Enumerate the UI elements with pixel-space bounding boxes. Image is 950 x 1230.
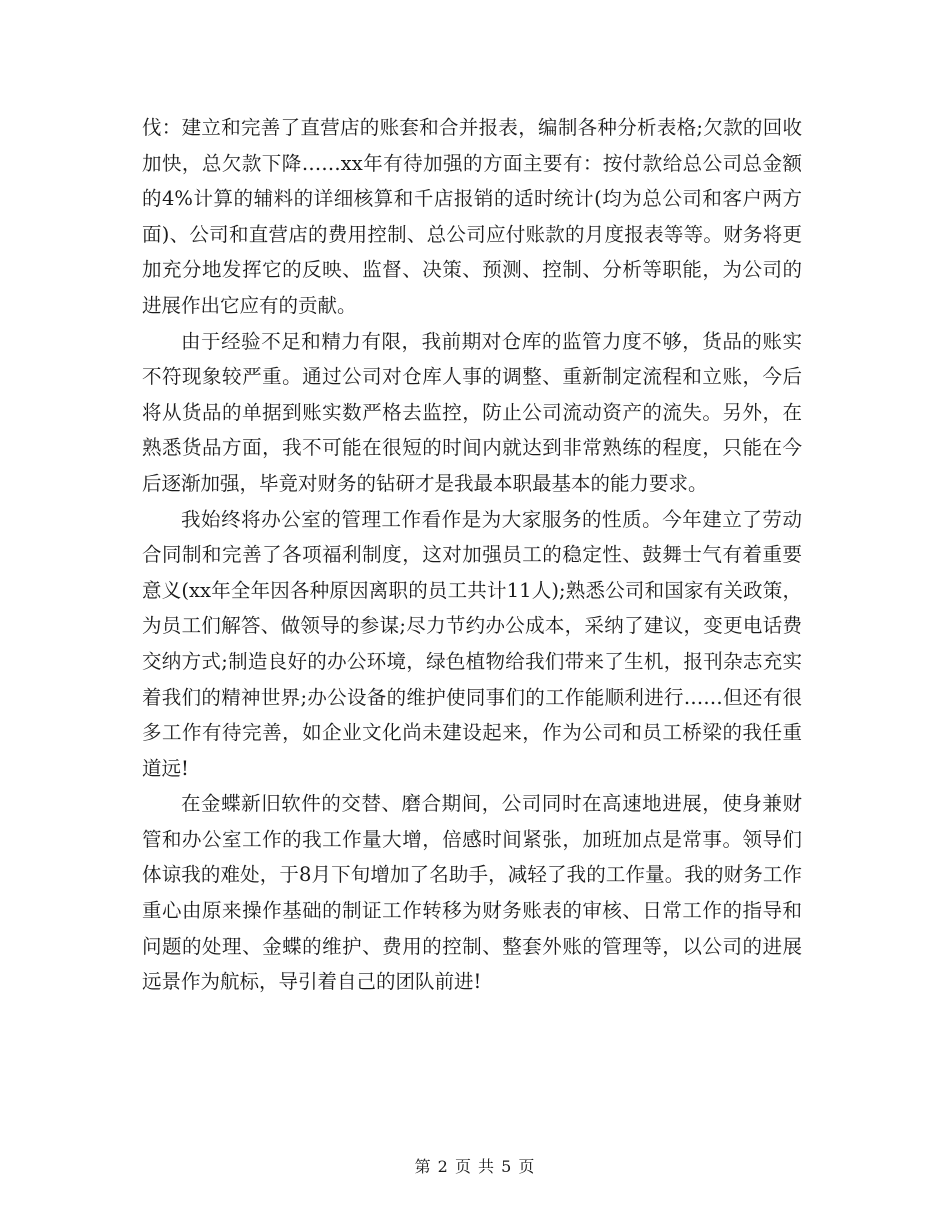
paragraph-office-management: 我始终将办公室的管理工作看作是为大家服务的性质。今年建立了劳动合同制和完善了各项福利制度，这对加强员工的稳定性、鼓舞士气有着重要意义(xx年全年因各种原因离职的员工共计11人);熟悉公司和国家有关政策，为员工们解答、做领导的参谋;尽力节约办公成本，采纳了建议，变更电话费交纳方式;制造良好的办公环境，绿色植物给我们带来了生机，报刊杂志充实着我们的精神世界;办公设备的维护使同事们的工作能顺利进行……但还有很多工作有待完善，如企业文化尚未建设起来，作为公司和员工桥梁的我任重道远! xyxy=(142,507,802,780)
document-body xyxy=(142,110,802,1000)
paragraph-finance-summary: 伐：建立和完善了直营店的账套和合并报表，编制各种分析表格;欠款的回收加快，总欠款下降……xx年有待加强的方面主要有：按付款给总公司总金额的4%计算的辅料的详细核算和千店报销的适时统计(均为总公司和客户两方面)、公司和直营店的费用控制、总公司应付账款的月度报表等等。财务将更加充分地发挥它的反映、监督、决策、预测、控制、分析等职能，为公司的进展作出它应有的贡献。 xyxy=(142,116,802,317)
paragraph-warehouse-supervision: 由于经验不足和精力有限，我前期对仓库的监管力度不够，货品的账实不符现象较严重。通过公司对仓库人事的调整、重新制定流程和立账，今后将从货品的单据到账实数严格去监控，防止公司流动资产的流失。另外，在熟悉货品方面，我不可能在很短的时间内就达到非常熟练的程度，只能在今后逐渐加强，毕竟对财务的钻研才是我最本职最基本的能力要求。 xyxy=(142,329,802,495)
paragraph-kingdee-transition: 在金蝶新旧软件的交替、磨合期间，公司同时在高速地进展，使身兼财管和办公室工作的我工作量大增，倍感时间紧张，加班加点是常事。领导们体谅我的难处，于8月下旬增加了名助手，减轻了我的工作量。我的财务工作重心由原来操作基础的制证工作转移为财务账表的审核、日常工作的指导和问题的处理、金蝶的维护、费用的控制、整套外账的管理等，以公司的进展远景作为航标，导引着自己的团队前进! xyxy=(142,792,802,994)
page-number-footer: 第 2 页 共 5 页 xyxy=(414,1157,536,1176)
